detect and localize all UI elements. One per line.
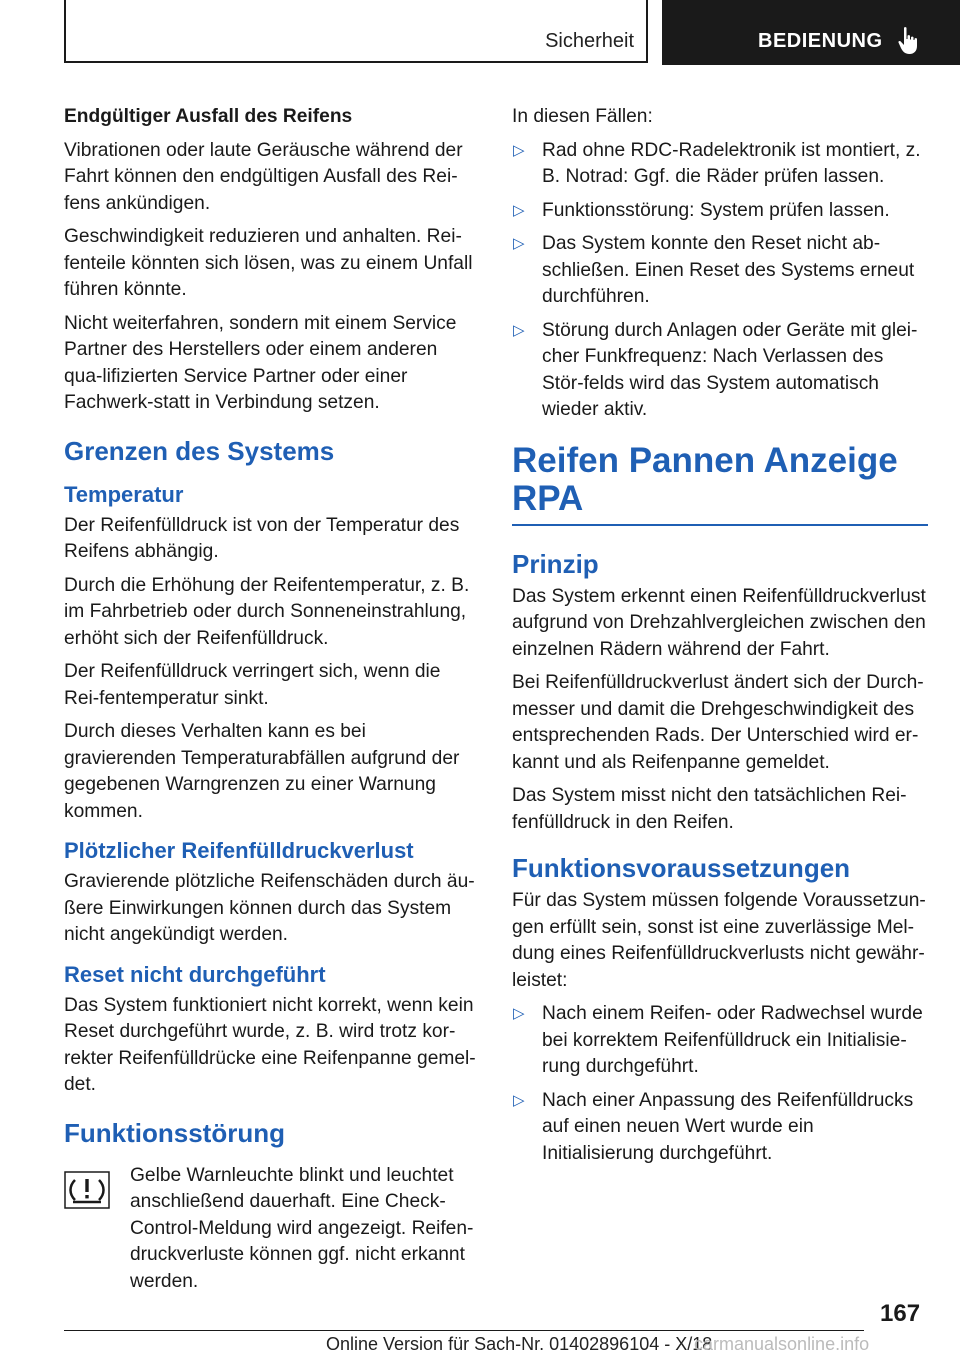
- list-item: ▷ Störung durch Anlagen oder Geräte mit glei-cher Funkfrequenz: Nach Verlassen des Stör-felds wird das System automatisch wieder aktiv.: [513, 319, 918, 420]
- cases-list: [512, 138, 928, 424]
- paragraph: Für das System müssen folgende Voraussetzun-gen erfüllt sein, sonst ist eine zuverlässige Mel-dung eines Reifenfülldruckverlusts nicht gewähr-leistet:: [512, 890, 926, 991]
- triangle-bullet-icon: ▷: [513, 235, 525, 252]
- online-version-note: Online Version für Sach-Nr. 01402896104 - X/18: [326, 1334, 713, 1354]
- triangle-bullet-icon: ▷: [513, 141, 525, 159]
- paragraph: Das System erkennt einen Reifenfülldruckverlust aufgrund von Drehzahlvergleichen zwischen den einzelnen Rädern während der Fahrt.: [512, 585, 926, 660]
- paragraph: Vibrationen oder laute Geräusche während der Fahrt können den endgültigen Ausfall des Rei-fens ankündigen.: [64, 139, 463, 214]
- pointing-hand-icon: [897, 26, 921, 56]
- paragraph: Das System funktioniert nicht korrekt, wenn kein Reset durchgeführt wurde, z. B. wird trotz kor-rekter Reifenfülldrücke eine Reifenpanne gemel-det.: [64, 994, 476, 1095]
- paragraph: In diesen Fällen:: [512, 106, 653, 127]
- heading-principle: Prinzip: [512, 548, 599, 579]
- triangle-bullet-icon: ▷: [513, 1005, 525, 1022]
- heading-temperature: Temperatur: [64, 481, 184, 507]
- heading-rpa: Reifen Pannen Anzeige RPA: [512, 440, 898, 518]
- right-column: [512, 104, 928, 1174]
- paragraph: Bei Reifenfülldruckverlust ändert sich der Durch-messer und damit die Drehgeschwindigkeit des entsprechenden Rads. Der Unterschied wird er-kannt und als Reifenpanne gemeldet.: [512, 672, 924, 773]
- heading-sudden-pressure-loss: Plötzlicher Reifenfülldruckverlust: [64, 838, 414, 863]
- triangle-bullet-icon: ▷: [513, 201, 525, 219]
- left-column: [64, 104, 480, 1295]
- requirements-list: [512, 1001, 928, 1167]
- list-item: ▷ Nach einer Anpassung des Reifenfülldrucks auf einen neuen Wert wurde ein Initialisierung durchgeführt.: [513, 1089, 914, 1164]
- list-item: ▷ Funktionsstörung: System prüfen lassen.: [512, 198, 928, 225]
- heading-system-limits: Grenzen des Systems: [64, 435, 335, 466]
- subsection-title-tire-failure: Endgültiger Ausfall des Reifens: [64, 106, 353, 127]
- watermark: carmanualsonline.info: [694, 1334, 870, 1354]
- paragraph: Der Reifenfülldruck verringert sich, wenn die Rei-fentemperatur sinkt.: [64, 661, 441, 709]
- paragraph: Durch die Erhöhung der Reifentemperatur, z. B. im Fahrbetrieb oder durch Sonneneinstrahlung, erhöht sich der Reifenfülldruck.: [64, 574, 470, 649]
- paragraph: Das System misst nicht den tatsächlichen Rei-fenfülldruck in den Reifen.: [512, 785, 907, 833]
- page-number: 167: [880, 1300, 921, 1327]
- chapter-label: BEDIENUNG: [758, 30, 883, 52]
- section-tab: [64, 0, 648, 63]
- paragraph: Gravierende plötzliche Reifenschäden durch äu-ßere Einwirkungen können durch das System nicht angekündigt werden.: [64, 871, 475, 945]
- paragraph: Nicht weiterfahren, sondern mit einem Service Partner des Herstellers oder einem anderen qua-lifizierten Service Partner oder einer Fachwerk-statt in Verbindung setzen.: [64, 312, 457, 413]
- paragraph: Gelbe Warnleuchte blinkt und leuchtet anschließend dauerhaft. Eine Check-Control-Meldung wird angezeigt. Reifen-druckverluste können ggf. nicht erkannt werden.: [130, 1164, 474, 1292]
- triangle-bullet-icon: ▷: [513, 1091, 525, 1109]
- heading-malfunction: Funktionsstörung: [64, 1117, 285, 1148]
- triangle-bullet-icon: ▷: [513, 321, 525, 339]
- section-label: Sicherheit: [545, 30, 634, 52]
- heading-rule: [512, 524, 928, 526]
- paragraph: Der Reifenfülldruck ist von der Temperatur des Reifens abhängig.: [64, 514, 460, 562]
- list-item: ▷ Rad ohne RDC-Radelektronik ist montiert, z. B. Notrad: Ggf. die Räder prüfen lassen.: [513, 139, 921, 187]
- heading-requirements: Funktionsvoraussetzungen: [512, 853, 851, 883]
- footer-divider: [64, 1330, 864, 1331]
- list-item: ▷ Nach einem Reifen- oder Radwechsel wurde bei korrektem Reifenfülldruck ein Initialisie-rung durchgeführt.: [513, 1003, 923, 1077]
- paragraph: Geschwindigkeit reduzieren und anhalten. Rei-fenteile könnten sich lösen, was zu einem Unfall führen könnte.: [64, 226, 473, 300]
- heading-reset-not-done: Reset nicht durchgeführt: [64, 961, 326, 987]
- paragraph: Durch dieses Verhalten kann es bei gravierenden Temperaturabfällen aufgrund der gegebenen Warngrenzen zu einer Warnung kommen.: [64, 721, 460, 822]
- tire-pressure-warning-icon: [64, 1171, 110, 1209]
- list-item: ▷ Das System konnte den Reset nicht ab-schließen. Einen Reset des Systems erneut durchführen.: [513, 233, 915, 307]
- malfunction-block: [64, 1163, 480, 1296]
